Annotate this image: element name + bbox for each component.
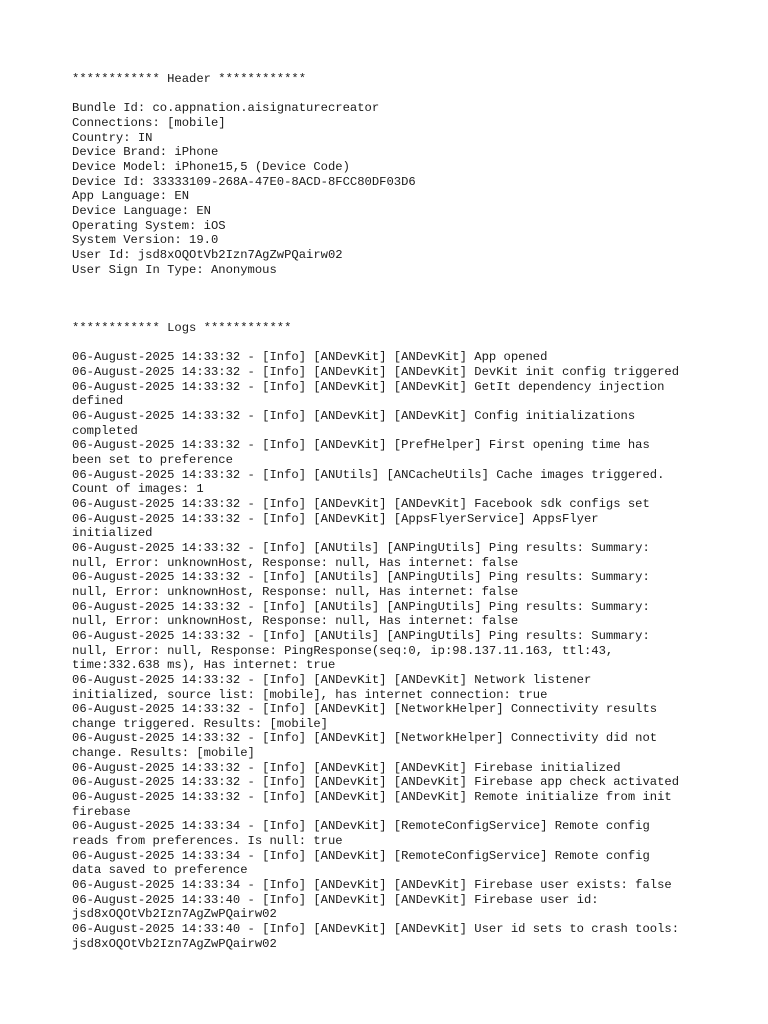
log-line: time:332.638 ms), Has internet: true: [72, 658, 336, 673]
header-info-line: User Sign In Type: Anonymous: [72, 262, 277, 277]
log-line: 06-August-2025 14:33:32 - [Info] [ANDevKit] [ANDevKit] GetIt dependency injection: [72, 379, 665, 394]
log-line: completed: [72, 423, 138, 438]
log-line: 06-August-2025 14:33:32 - [Info] [ANDevKit] [ANDevKit] Facebook sdk configs set: [72, 496, 650, 511]
log-line: 06-August-2025 14:33:32 - [Info] [ANUtils] [ANPingUtils] Ping results: Summary:: [72, 599, 650, 614]
log-line: 06-August-2025 14:33:32 - [Info] [ANDevKit] [ANDevKit] App opened: [72, 350, 548, 365]
log-line: 06-August-2025 14:33:32 - [Info] [ANDevKit] [PrefHelper] First opening time has: [72, 438, 650, 453]
header-info-line: Device Model: iPhone15,5 (Device Code): [72, 159, 350, 174]
log-line: reads from preferences. Is null: true: [72, 834, 343, 849]
log-line: 06-August-2025 14:33:32 - [Info] [ANDevKit] [ANDevKit] DevKit init config triggered: [72, 365, 680, 380]
log-line: 06-August-2025 14:33:32 - [Info] [ANUtils] [ANPingUtils] Ping results: Summary:: [72, 628, 650, 643]
log-line: 06-August-2025 14:33:32 - [Info] [ANDevKit] [ANDevKit] Network listener: [72, 672, 592, 687]
log-line: 06-August-2025 14:33:32 - [Info] [ANDevKit] [ANDevKit] Firebase app check activated: [72, 775, 680, 790]
header-info-line: Bundle Id: co.appnation.aisignaturecreator: [72, 101, 380, 116]
log-line: 06-August-2025 14:33:32 - [Info] [ANDevKit] [ANDevKit] Remote initialize from init: [72, 790, 672, 805]
log-line: 06-August-2025 14:33:32 - [Info] [ANDevKit] [AppsFlyerService] AppsFlyer: [72, 511, 599, 526]
log-line: been set to preference: [72, 453, 233, 467]
log-line: data saved to preference: [72, 863, 248, 878]
log-line: 06-August-2025 14:33:32 - [Info] [ANDevKit] [NetworkHelper] Connectivity results: [72, 702, 658, 717]
log-line: 06-August-2025 14:33:32 - [Info] [ANDevKit] [NetworkHelper] Connectivity did not: [72, 731, 658, 746]
header-info-line: Operating System: iOS: [72, 218, 226, 233]
log-line: defined: [72, 394, 124, 409]
log-line: null, Error: null, Response: PingResponse(seq:0, ip:98.137.11.163, ttl:43,: [72, 643, 614, 658]
header-info-line: Device Language: EN: [72, 203, 211, 218]
log-line: 06-August-2025 14:33:34 - [Info] [ANDevKit] [ANDevKit] Firebase user exists: false: [72, 878, 672, 893]
log-line: 06-August-2025 14:33:32 - [Info] [ANDevKit] [ANDevKit] Firebase initialized: [72, 760, 621, 775]
header-title: ************ Header ************: [72, 72, 307, 86]
header-info-line: Country: IN: [72, 130, 153, 145]
log-line: null, Error: unknownHost, Response: null, Has internet: false: [72, 584, 519, 599]
header-info-line: Device Id: 33333109-268A-47E0-8ACD-8FCC80DF03D6: [72, 174, 416, 189]
log-line: 06-August-2025 14:33:34 - [Info] [ANDevKit] [RemoteConfigService] Remote config: [72, 848, 650, 863]
log-line: 06-August-2025 14:33:40 - [Info] [ANDevKit] [ANDevKit] Firebase user id:: [72, 892, 599, 907]
log-line: null, Error: unknownHost, Response: null, Has internet: false: [72, 555, 519, 570]
logs-title: ************ Logs ************: [72, 321, 292, 336]
log-line: Count of images: 1: [72, 482, 204, 497]
log-line: jsd8xOQOtVb2Izn7AgZwPQairw02: [72, 907, 277, 922]
spacer: [72, 87, 752, 102]
log-line: 06-August-2025 14:33:34 - [Info] [ANDevKit] [RemoteConfigService] Remote config: [72, 819, 650, 834]
log-line: 06-August-2025 14:33:32 - [Info] [ANDevKit] [ANDevKit] Config initializations: [72, 409, 636, 424]
log-line: 06-August-2025 14:33:32 - [Info] [ANUtils] [ANPingUtils] Ping results: Summary:: [72, 570, 650, 585]
header-info-line: App Language: EN: [72, 189, 190, 204]
log-line: change. Results: [mobile]: [72, 746, 255, 761]
header-info-line: System Version: 19.0: [72, 233, 219, 248]
spacer: [72, 277, 752, 306]
log-line: initialized: [72, 526, 153, 541]
header-info-line: Connections: [mobile]: [72, 115, 226, 130]
log-document: [72, 72, 752, 951]
log-line: initialized, source list: [mobile], has internet connection: true: [72, 687, 548, 702]
logs-block: [72, 350, 752, 951]
log-line: firebase: [72, 804, 131, 819]
spacer: [72, 336, 752, 351]
spacer: [72, 306, 752, 321]
log-line: null, Error: unknownHost, Response: null, Has internet: false: [72, 614, 519, 629]
header-info-line: User Id: jsd8xOQOtVb2Izn7AgZwPQairw02: [72, 247, 343, 262]
header-info-block: [72, 101, 752, 277]
log-line: 06-August-2025 14:33:32 - [Info] [ANUtils] [ANPingUtils] Ping results: Summary:: [72, 540, 650, 555]
header-info-line: Device Brand: iPhone: [72, 145, 219, 160]
log-line: 06-August-2025 14:33:32 - [Info] [ANUtils] [ANCacheUtils] Cache images triggered.: [72, 467, 665, 482]
log-line: 06-August-2025 14:33:40 - [Info] [ANDevKit] [ANDevKit] User id sets to crash tools:: [72, 922, 680, 936]
log-line: change triggered. Results: [mobile]: [72, 716, 328, 731]
log-line: jsd8xOQOtVb2Izn7AgZwPQairw02: [72, 936, 277, 951]
